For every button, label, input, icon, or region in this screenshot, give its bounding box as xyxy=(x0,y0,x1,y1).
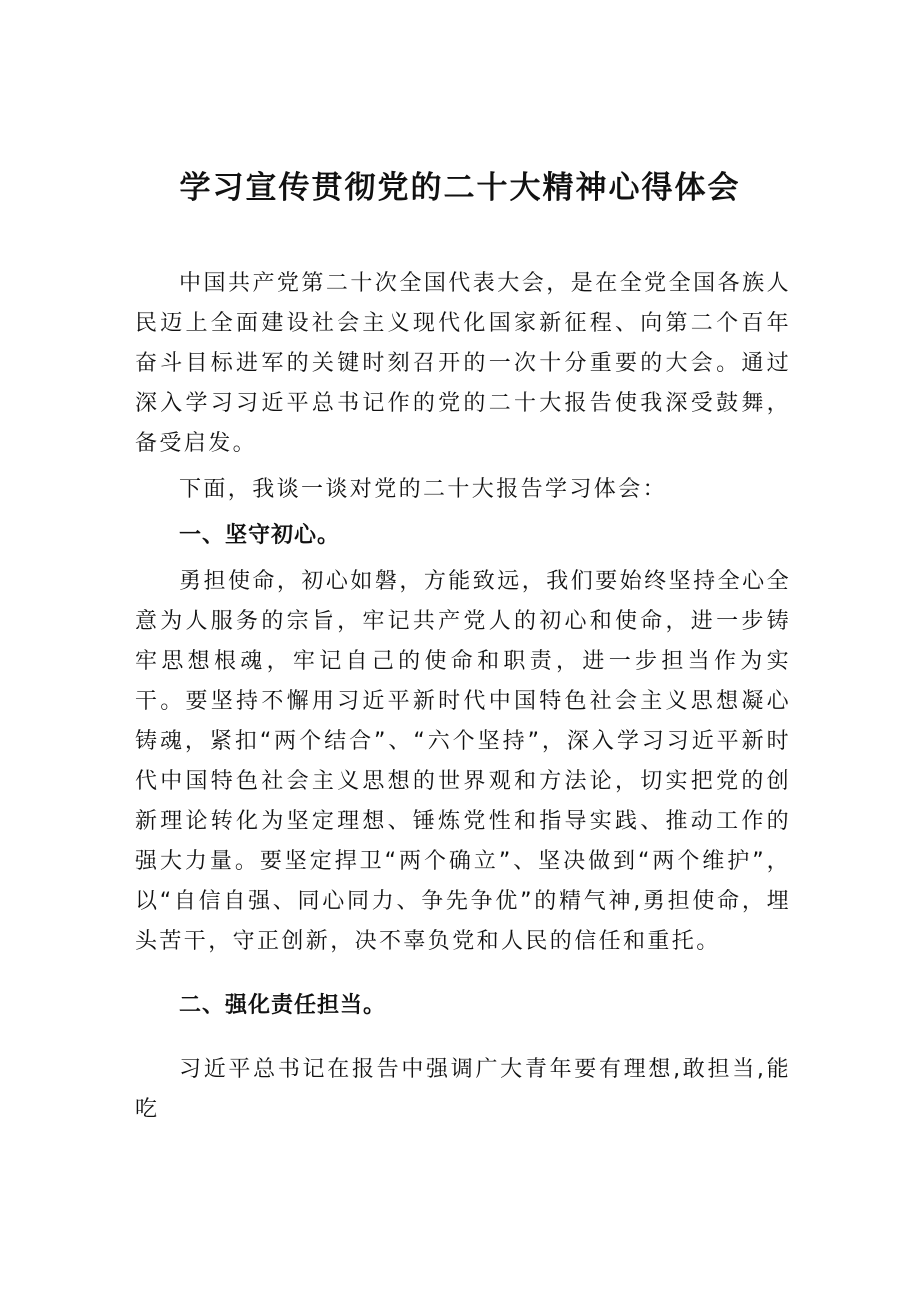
section-heading-1: 一、坚守初心。 xyxy=(179,523,341,548)
intro-paragraph: 中国共产党第二十次全国代表大会，是在全党全国各族人民迈上全面建设社会主义现代化国家新征程、向第二个百年奋斗目标进军的关键时刻召开的一次十分重要的大会。通过深入学习习近平总书记作的党的二十大报告使我深受鼓舞，备受启发。 xyxy=(135,271,791,456)
section-heading-2: 二、强化责任担当。 xyxy=(179,993,387,1018)
spacer xyxy=(135,962,791,986)
document-title: 学习宣传贯彻党的二十大精神心得体会 xyxy=(179,170,741,206)
section1-paragraph: 勇担使命，初心如磐，方能致远，我们要始终坚持全心全意为人服务的宗旨，牢记共产党人的初心和使命，进一步铸牢思想根魂，牢记自己的使命和职责，进一步担当作为实干。要坚持不懈用习近平新时代中国特色社会主义思想凝心铸魂，紧扣“两个结合”、“六个坚持”，深入学习习近平新时代中国特色社会主义思想的世界观和方法论，切实把党的创新理论转化为坚定理想、锤炼党性和指导实践、推动工作的强大力量。要坚定捍卫“两个确立”、坚决做到“两个维护”，以“自信自强、同心同力、争先争优”的精气神,勇担使命，埋头苦干，守正创新，决不辜负党和人民的信任和重托。 xyxy=(135,569,791,954)
document-body xyxy=(135,264,791,1130)
section2-paragraph: 习近平总书记在报告中强调广大青年要有理想,敢担当,能吃 xyxy=(135,1057,791,1122)
spacer xyxy=(135,1026,791,1050)
lead-paragraph: 下面，我谈一谈对党的二十大报告学习体会： xyxy=(179,477,668,502)
